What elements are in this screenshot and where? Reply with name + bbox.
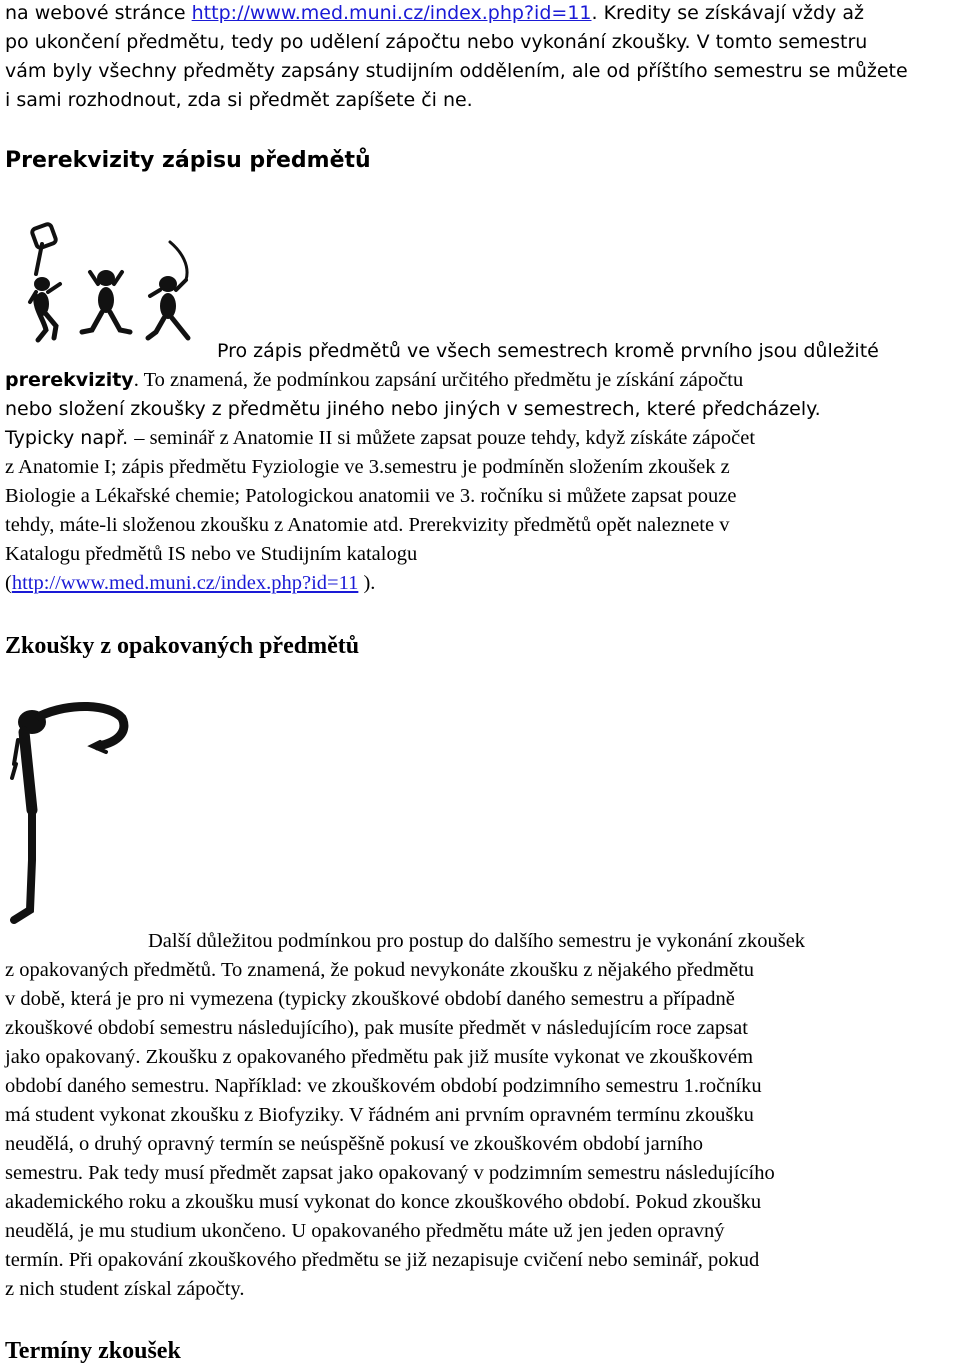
opakovane-line-13: z nich student získal zápočty. [5,1278,245,1300]
opakovane-line-3: v době, která je pro ni vymezena (typicky zkouškové období daného semestru a případně [5,988,735,1010]
opakovane-line-5: jako opakovaný. Zkoušku z opakovaného předmětu pak již musíte vykonat ve zkouškovém [5,1046,754,1068]
prerekvizity-line-9: (http://www.med.muni.cz/index.php?id=11 ). [5,572,376,594]
opakovane-line-9: semestru. Pak tedy musí předmět zapsat jako opakovaný v podzimním semestru následujícího [5,1162,775,1184]
intro-line-3: vám byly všechny předměty zapsány studijním oddělením, ale od příštího semestru se můžete [5,60,908,82]
prerekvizity-line-3: nebo složení zkoušky z předmětu jiného nebo jiných v semestrech, které předcházely. [5,398,821,420]
opakovane-line-1: Další důležitou podmínkou pro postup do dalšího semestru je vykonání zkoušek [148,930,806,952]
opakovane-line-11: neudělá, je mu studium ukončeno. U opakovaného předmětu máte už jen jeden opravný [5,1220,725,1242]
prerekvizity-term: prerekvizity [5,369,134,391]
dancing-figures-illustration [20,222,202,344]
prerekvizity-line-8: Katalogu předmětů IS nebo ve Studijním katalogu [5,543,418,565]
prerekvizity-paragraph [5,337,957,453]
prerekvizity-line-7: tehdy, máte-li složenou zkoušku z Anatomie atd. Prerekvizity předmětů opět naleznete v [5,514,730,536]
opakovane-line-7: má student vykonat zkoušku z Biofyziky. V řádném ani prvním opravném termínu zkoušku [5,1104,754,1126]
intro-paragraph [5,0,957,115]
prerekvizity-line-6: Biologie a Lékařské chemie; Patologickou anatomii ve 3. ročníku si můžete zapsat pouze [5,485,737,507]
heading-prerekvizity: Prerekvizity zápisu předmětů [5,148,371,173]
opakovane-line-8: neudělá, o druhý opravný termín se neúspěšně pokusí ve zkouškovém období jarního [5,1133,703,1155]
intro-line-2: po ukončení předmětu, tedy po udělení zápočtu nebo vykonání zkoušky. V tomto semestru [5,31,868,53]
bowing-figure-illustration [10,700,134,932]
opakovane-line-2: z opakovaných předmětů. To znamená, že pokud nevykonáte zkoušku z nějakého předmětu [5,959,755,981]
catalog-link-top[interactable]: http://www.med.muni.cz/index.php?id=11 [191,2,592,24]
heading-zkousky-opakovane: Zkoušky z opakovaných předmětů [5,633,360,659]
opakovane-line-12: termín. Při opakování zkouškového předmětu se již nezapisuje cvičení nebo seminář, pokud [5,1249,760,1271]
prerekvizity-line-1: Pro zápis předmětů ve všech semestrech kromě prvního jsou důležité [217,340,879,362]
opakovane-paragraph [5,927,957,1304]
prerekvizity-line-4: Typicky např. – seminář z Anatomie II si můžete zapsat pouze tehdy, když získáte zápočet [5,427,756,449]
opakovane-line-6: období daného semestru. Například: ve zkouškovém období podzimního semestru 1.ročníku [5,1075,762,1097]
prerekvizity-line-2 [5,366,957,395]
prerekvizity-line-2-rest: . To znamená, že podmínkou zapsání určitého předmětu je získání zápočtu [133,369,744,391]
catalog-link-bottom[interactable]: http://www.med.muni.cz/index.php?id=11 [11,572,359,594]
heading-terminy-zkousek: Termíny zkoušek [5,1338,181,1364]
prerekvizity-paragraph-serif [5,453,957,598]
intro-line-4: i sami rozhodnout, zda si předmět zapíšete či ne. [5,89,473,111]
prerekvizity-line-5: z Anatomie I; zápis předmětu Fyziologie ve 3.semestru je podmíněn složením zkoušek z [5,456,730,478]
opakovane-line-10: akademického roku a zkoušku musí vykonat do konce zkouškového období. Pokud zkoušku [5,1191,762,1213]
opakovane-line-4: zkouškové období semestru následujícího), pak musíte předmět v následujícím roce zapsat [5,1017,748,1039]
intro-line-1: na webové stránce http://www.med.muni.cz/index.php?id=11. Kredity se získávají vždy až [5,2,864,24]
